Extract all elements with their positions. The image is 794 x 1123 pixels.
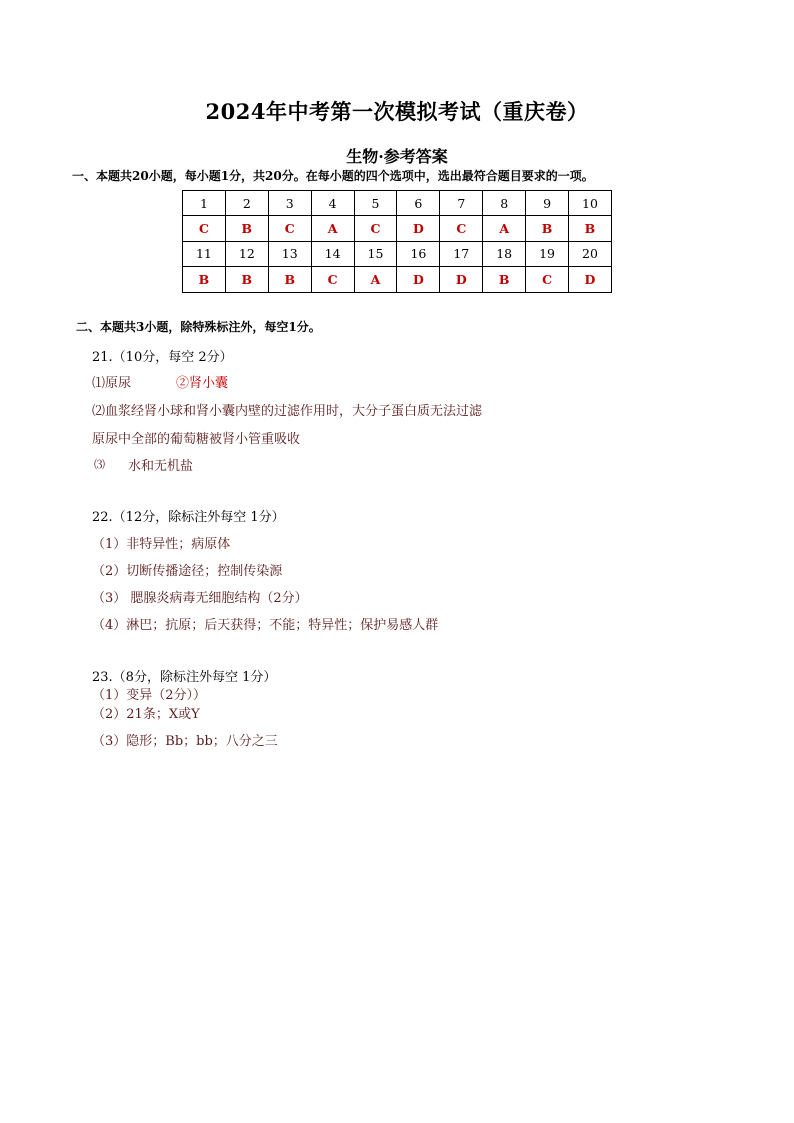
question-number: 9 <box>526 191 569 216</box>
answer-cell: B <box>268 267 311 292</box>
question-number: 16 <box>397 241 440 266</box>
answer-cell: C <box>354 216 397 241</box>
q22-answer-2: （2）切断传播途径；控制传染源 <box>92 564 283 579</box>
question-number: 18 <box>483 241 526 266</box>
answer-cell: C <box>526 267 569 292</box>
q22-answer-1: （1）非特异性；病原体 <box>92 537 231 552</box>
answer-cell: D <box>397 216 440 241</box>
q21-answer-3-num: ⑶ <box>94 458 105 471</box>
question-number: 11 <box>183 241 226 266</box>
table-row-answers-2 <box>183 267 612 292</box>
question-number: 12 <box>225 241 268 266</box>
question-number: 6 <box>397 191 440 216</box>
answer-cell: B <box>483 267 526 292</box>
q22-answer-3: （3） 腮腺炎病毒无细胞结构（2分） <box>92 591 308 606</box>
q22-heading: 22.（12分，除标注外每空 1分） <box>92 510 285 525</box>
question-number: 1 <box>183 191 226 216</box>
question-number: 8 <box>483 191 526 216</box>
question-number: 19 <box>526 241 569 266</box>
section1-heading: 一、本题共20小题，每小题1分，共20分。在每小题的四个选项中，选出最符合题目要求的一项。 <box>72 169 594 183</box>
table-row-numbers-1 <box>183 191 612 216</box>
q21-answer-2-cont: 原尿中全部的葡萄糖被肾小管重吸收 <box>92 432 301 447</box>
question-number: 3 <box>268 191 311 216</box>
q23-heading: 23.（8分，除标注外每空 1分） <box>92 670 277 685</box>
q23-answer-3: （3）隐形；Bb；bb；八分之三 <box>92 734 278 749</box>
answer-cell: D <box>569 267 612 292</box>
answer-cell: C <box>440 216 483 241</box>
q23-answer-1: （1）变异（2分）） <box>92 688 207 703</box>
answer-cell: D <box>397 267 440 292</box>
q21-answer-1a: ⑴原尿 <box>92 376 132 391</box>
question-number: 2 <box>225 191 268 216</box>
question-number: 13 <box>268 241 311 266</box>
answer-cell: B <box>569 216 612 241</box>
page-subtitle: 生物·参考答案 <box>346 147 448 166</box>
answer-cell: A <box>311 216 354 241</box>
answer-cell: C <box>268 216 311 241</box>
q21-heading: 21.（10分，每空 2分） <box>92 350 233 365</box>
section2-heading: 二、本题共3小题，除特殊标注外，每空1分。 <box>76 320 321 334</box>
answer-cell: C <box>311 267 354 292</box>
answer-cell: B <box>526 216 569 241</box>
q21-answer-3: 水和无机盐 <box>128 459 194 474</box>
page-title: 2024年中考第一次模拟考试（重庆卷） <box>205 99 589 124</box>
question-number: 20 <box>569 241 612 266</box>
answer-cell: B <box>225 267 268 292</box>
answer-table <box>182 190 612 293</box>
q21-answer-1b: ②肾小囊 <box>176 376 229 391</box>
question-number: 4 <box>311 191 354 216</box>
question-number: 17 <box>440 241 483 266</box>
q22-answer-4: （4）淋巴；抗原；后天获得；不能；特异性；保护易感人群 <box>92 618 439 633</box>
answer-cell: B <box>183 267 226 292</box>
table-row-answers-1 <box>183 216 612 241</box>
question-number: 7 <box>440 191 483 216</box>
answer-cell: B <box>225 216 268 241</box>
q21-answer-2: ⑵血浆经肾小球和肾小囊内壁的过滤作用时，大分子蛋白质无法过滤 <box>92 404 483 419</box>
answer-cell: D <box>440 267 483 292</box>
answer-cell: C <box>183 216 226 241</box>
q23-answer-2: （2）21条；X或Y <box>92 707 200 722</box>
answer-cell: A <box>483 216 526 241</box>
table-row-numbers-2 <box>183 241 612 266</box>
question-number: 5 <box>354 191 397 216</box>
question-number: 14 <box>311 241 354 266</box>
question-number: 10 <box>569 191 612 216</box>
answer-cell: A <box>354 267 397 292</box>
question-number: 15 <box>354 241 397 266</box>
